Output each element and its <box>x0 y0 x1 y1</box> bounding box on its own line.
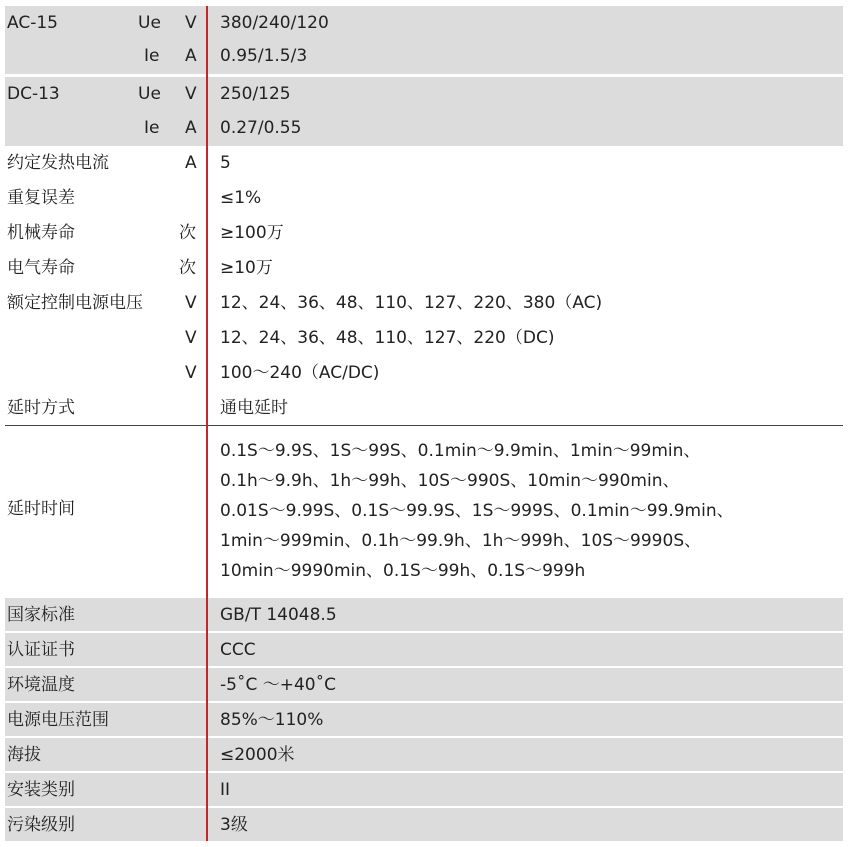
value: 380/240/120 <box>220 13 329 33</box>
spec-name: 延时时间 <box>7 499 75 519</box>
delay-line: 0.1S～9.9S、1S～99S、0.1min～9.9min、1min～99min、 <box>220 441 701 461</box>
spec-value: 12、24、36、48、110、127、220（DC) <box>220 328 555 348</box>
unit: V <box>185 13 197 33</box>
spec-row <box>5 216 843 251</box>
spec-name: 环境温度 <box>7 675 75 695</box>
spec-unit: 次 <box>179 223 196 243</box>
spec-value: CCC <box>220 640 256 660</box>
spec-row <box>5 146 843 181</box>
spec-row <box>5 251 843 286</box>
spec-row <box>5 703 843 736</box>
ue-symbol: Ue <box>138 13 161 33</box>
spec-value: II <box>220 780 231 800</box>
spec-value: -5˚C ～+40˚C <box>220 675 336 695</box>
spec-name: 延时方式 <box>7 398 75 418</box>
ie-symbol: Ie <box>144 46 160 66</box>
spec-value: 85%～110% <box>220 710 324 730</box>
spec-row <box>5 356 843 391</box>
value: 250/125 <box>220 84 291 104</box>
spec-row <box>5 633 843 666</box>
ue-symbol: Ue <box>138 84 161 104</box>
spec-row <box>5 181 843 216</box>
spec-value: 3级 <box>220 815 248 835</box>
delay-line: 1min～999min、0.1h～99.9h、1h～999h、10S～9990S、 <box>220 531 702 551</box>
ie-symbol: Ie <box>144 118 160 138</box>
spec-name: 认证证书 <box>7 640 75 660</box>
delay-line: 10min～9990min、0.1S～99h、0.1S～999h <box>220 561 586 581</box>
spec-unit: V <box>185 363 197 383</box>
spec-value: 5 <box>220 153 231 173</box>
ac15-row-ie <box>5 40 843 74</box>
spec-row <box>5 808 843 841</box>
spec-name: 安装类别 <box>7 780 75 800</box>
delay-line: 0.01S～9.99S、0.1S～99.9S、1S～999S、0.1min～99.9min、 <box>220 501 734 521</box>
spec-name: 重复误差 <box>7 188 75 208</box>
unit: A <box>185 118 197 138</box>
ac15-row-ue <box>5 6 843 40</box>
value: 0.95/1.5/3 <box>220 46 308 66</box>
spec-value: 通电延时 <box>220 398 288 418</box>
dc13-row-ue <box>5 77 843 111</box>
spec-unit: V <box>185 328 197 348</box>
spec-value: ≤1% <box>220 188 262 208</box>
spec-unit: V <box>185 293 197 313</box>
delay-line: 0.1h～9.9h、1h～99h、10S～990S、10min～990min、 <box>220 471 680 491</box>
spec-value: 12、24、36、48、110、127、220、380（AC) <box>220 293 603 313</box>
unit: V <box>185 84 197 104</box>
spec-value: 100～240（AC/DC) <box>220 363 380 383</box>
spec-value: ≤2000米 <box>220 745 295 765</box>
spec-row <box>5 773 843 806</box>
delay-time-value <box>220 436 734 586</box>
spec-unit: 次 <box>179 258 196 278</box>
spec-name: 额定控制电源电压 <box>7 293 143 313</box>
spec-name: 约定发热电流 <box>7 153 109 173</box>
spec-row <box>5 321 843 356</box>
spec-row <box>5 668 843 701</box>
spec-row <box>5 738 843 771</box>
spec-value: ≥10万 <box>220 258 273 278</box>
column-divider <box>206 6 208 841</box>
dc13-row-ie <box>5 111 843 146</box>
spec-name: 国家标准 <box>7 605 75 625</box>
dc13-label: DC-13 <box>7 84 60 104</box>
spec-value: GB/T 14048.5 <box>220 605 337 625</box>
spec-name: 电源电压范围 <box>7 710 109 730</box>
spec-name: 污染级别 <box>7 815 75 835</box>
spec-row <box>5 598 843 631</box>
spec-name: 机械寿命 <box>7 223 75 243</box>
ac15-label: AC-15 <box>7 13 58 33</box>
value: 0.27/0.55 <box>220 118 302 138</box>
spec-value: ≥100万 <box>220 223 284 243</box>
spec-name: 海拔 <box>7 745 41 765</box>
unit: A <box>185 46 197 66</box>
spec-name: 电气寿命 <box>7 258 75 278</box>
spec-row <box>5 391 843 425</box>
spec-row <box>5 286 843 321</box>
spec-unit: A <box>185 153 197 173</box>
